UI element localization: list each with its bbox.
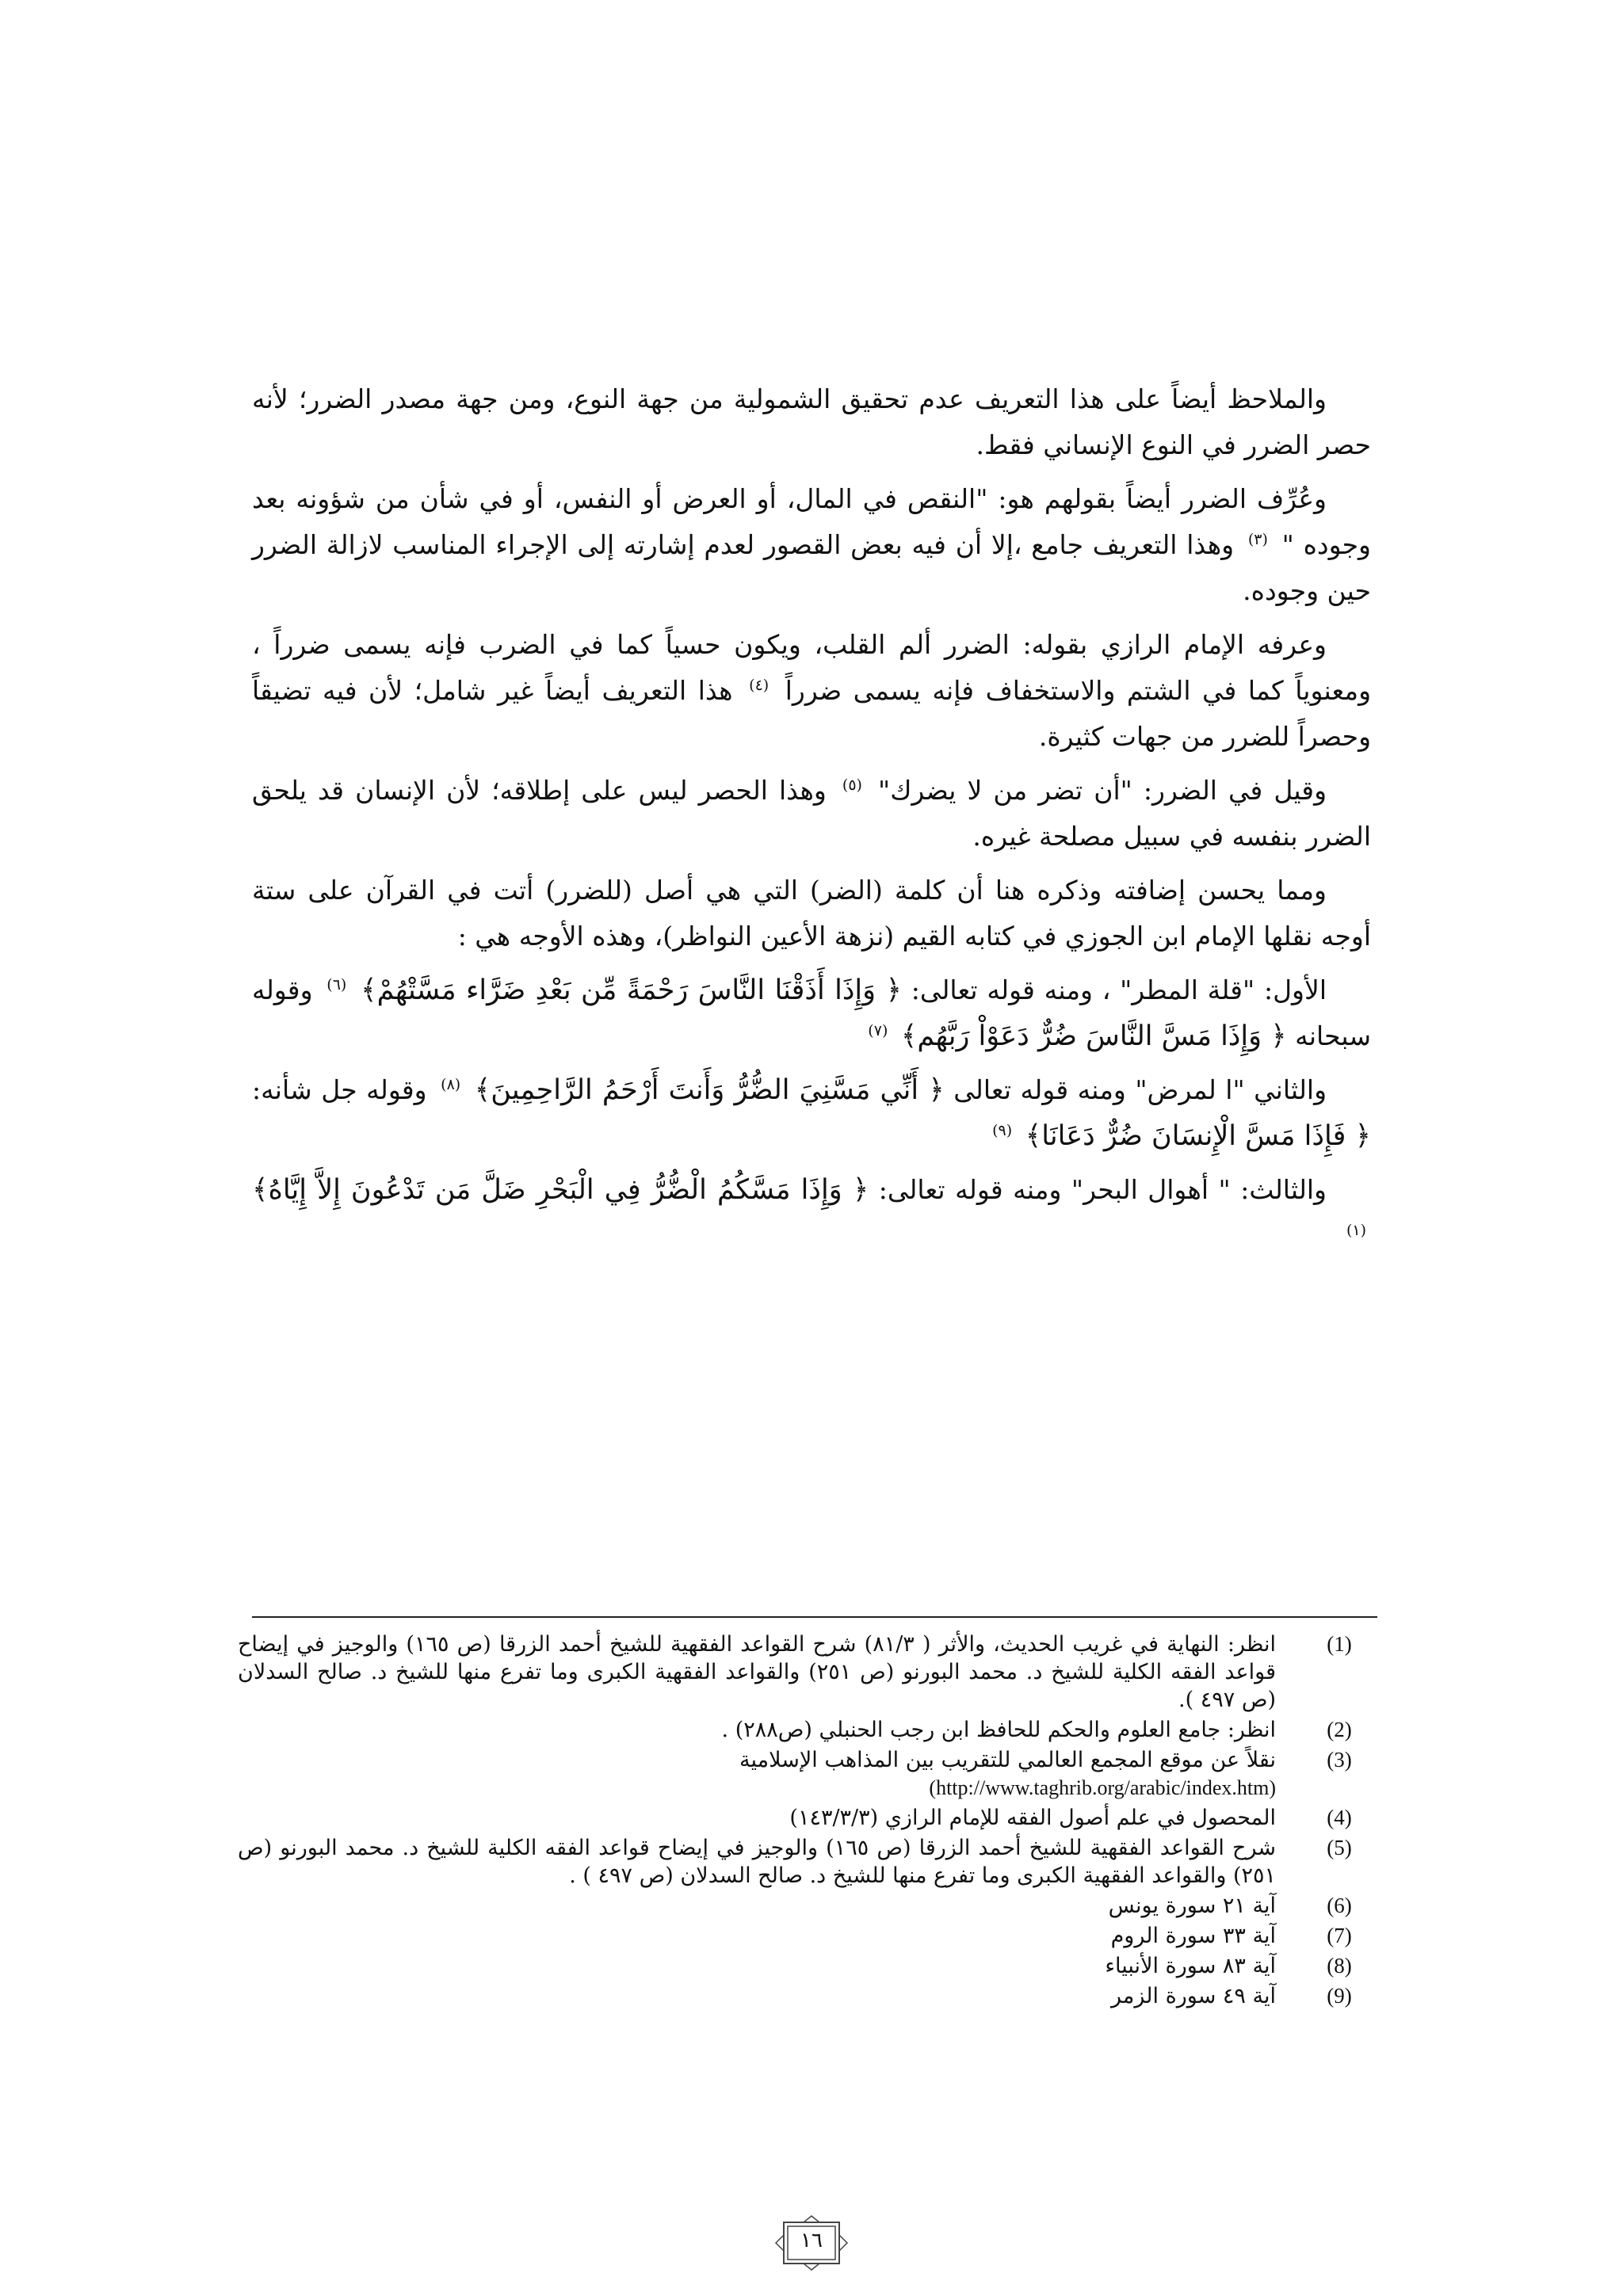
footnote-item <box>238 1892 1379 1920</box>
paragraph-6-text-a: الأول: "قلة المطر" ، ومنه قوله تعالى: <box>911 974 1327 1005</box>
footnote-item <box>238 1952 1379 1980</box>
footnote-text: آية ٢١ سورة يونس <box>1108 1894 1276 1918</box>
footnote-number: (8) <box>1327 1954 1352 1978</box>
paragraph-4-text-b: وهذا الحصر ليس على إطلاقه؛ لأن الإنسان قد يلحق الضرر بنفسه في سبيل مصلحة غيره. <box>252 775 1371 852</box>
paragraph-3 <box>252 622 1371 760</box>
footnote-number: (4) <box>1327 1806 1352 1829</box>
paragraph-8 <box>252 1167 1371 1259</box>
footnote-text: شرح القواعد الفقهية للشيخ أحمد الزرقا (ص ١٦٥) والوجيز في إيضاح قواعد الفقه الكلية للشيخ د. محمد البورنو (ص ٢٥١) والقواعد الفقهية الكبرى وما تفرع منها للشيخ د. صالح السدلان (ص ٤٩٧ ) . <box>238 1836 1276 1888</box>
footnote-url-link[interactable]: (http://www.taghrib.org/arabic/index.htm) <box>929 1776 1276 1799</box>
footnote-number: (7) <box>1327 1924 1352 1947</box>
footnote-ref-8[interactable]: (٨) <box>441 1076 461 1093</box>
footnote-item <box>238 1630 1379 1714</box>
paragraph-7-text-b: وقوله جل شأنه: <box>252 1074 427 1105</box>
paragraph-1-text: والملاحظ أيضاً على هذا التعريف عدم تحقيق الشمولية من جهة النوع، ومن جهة مصدر الضرر؛ لأنه حصر الضرر في النوع الإنساني فقط. <box>252 383 1371 460</box>
paragraph-8-text-a: والثالث: " أهوال البحر" ومنه قوله تعالى: <box>878 1174 1327 1205</box>
paragraph-2-text-b: وهذا التعريف جامع ،إلا أن فيه بعض القصور لعدم إشارته إلى الإجراء المناسب لازالة الضرر حين وجوده. <box>252 529 1371 606</box>
footnote-item <box>238 1716 1379 1744</box>
paragraph-5-text: ومما يحسن إضافته وذكره هنا أن كلمة (الضر) التي هي أصل (للضرر) أتت في القرآن على ستة أوجه نقلها الإمام ابن الجوزي في كتابه القيم (نزهة الأعين النواظر)، وهذه الأوجه هي : <box>252 875 1371 952</box>
page-number: ١٦ <box>800 2229 823 2252</box>
footnote-text: انظر: النهاية في غريب الحديث، والأثر ( ٨١/٣) شرح القواعد الفقهية للشيخ أحمد الزرقا (ص ١٦٥) والوجيز في إيضاح قواعد الفقه الكلية للشيخ د. محمد البورنو (ص ٢٥١) والقواعد الفقهية الكبرى وما تفرع منها للشيخ د. صالح السدلان (ص ٤٩٧ ). <box>238 1632 1277 1712</box>
quran-verse-isra: ﴿ وَإِذَا مَسَّكُمُ الْضُّرُّ فِي الْبَحْرِ ضَلَّ مَن تَدْعُونَ إِلاَّ إِيَّاهُ﴾ <box>252 1174 869 1206</box>
paragraph-7-text-a: والثاني "ا لمرض" ومنه قوله تعالى <box>953 1074 1327 1105</box>
footnote-number: (6) <box>1327 1894 1352 1917</box>
footnote-text: المحصول في علم أصول الفقه للإمام الرازي (١٤٣/٣/٣) <box>789 1806 1276 1830</box>
footnote-text: نقلاً عن موقع المجمع العالمي للتقريب بين المذاهب الإسلامية <box>739 1748 1276 1772</box>
footnote-text: آية ٨٣ سورة الأنبياء <box>1105 1954 1276 1978</box>
quran-verse-zumar-49: ﴿ فَإِذَا مَسَّ الْإِنسَانَ ضُرٌّ دَعَانَا﴾ <box>1025 1120 1371 1152</box>
footnote-ref-3[interactable]: (٣) <box>1247 531 1268 548</box>
paragraph-6 <box>252 967 1371 1059</box>
footnote-ref-7[interactable]: (٧) <box>868 1022 888 1039</box>
footnote-ref-5[interactable]: (٥) <box>842 776 862 794</box>
footnote-number: (9) <box>1327 1984 1352 2008</box>
paragraph-6-text-b: وقوله سبحانه <box>252 974 1371 1051</box>
footnotes <box>238 1630 1379 2012</box>
footnote-ref-1-next[interactable]: (١) <box>1346 1222 1366 1239</box>
footnote-item <box>238 1834 1379 1890</box>
footnote-text: انظر: جامع العلوم والحكم للحافظ ابن رجب الحنبلي (ص٢٨٨) . <box>721 1718 1276 1742</box>
footnote-number: (2) <box>1327 1718 1352 1741</box>
paragraph-7 <box>252 1067 1371 1159</box>
paragraph-3-text-b: هذا التعريف أيضاً غير شامل؛ لأن فيه تضيقاً وحصراً للضرر من جهات كثيرة. <box>252 675 1371 752</box>
footnote-ref-6[interactable]: (٦) <box>327 976 347 994</box>
paragraph-2 <box>252 476 1371 614</box>
footnote-number: (5) <box>1327 1836 1352 1859</box>
footnote-number: (1) <box>1327 1632 1352 1656</box>
footnote-item <box>238 1982 1379 2010</box>
footnote-ref-4[interactable]: (٤) <box>749 677 769 694</box>
paragraph-4-text-a: وقيل في الضرر: "أن تضر من لا يضرك" <box>878 775 1327 806</box>
main-text <box>252 376 1371 1267</box>
paragraph-2-text-a: وعُرِّف الضرر أيضاً بقولهم هو: "النقص في المال، أو العرض أو النفس، أو في شأن من شؤونه بعد وجوده " <box>252 483 1371 560</box>
footnote-item <box>238 1922 1379 1950</box>
paragraph-5 <box>252 868 1371 959</box>
footnote-item <box>238 1804 1379 1832</box>
quran-verse-rum-33: ﴿ وَإِذَا مَسَّ النَّاسَ ضُرٌّ دَعَوْاْ رَبَّهُم﴾ <box>900 1020 1287 1052</box>
footnote-text-block <box>238 1746 1300 1802</box>
footnote-item <box>238 1746 1379 1802</box>
footnote-separator <box>252 1616 1377 1618</box>
footnote-ref-9[interactable]: (٩) <box>992 1122 1013 1139</box>
quran-verse-anbiya-83: ﴿ أَنِّي مَسَّنِيَ الضُّرُّ وَأَنتَ أَرْحَمُ الرَّاحِمِينَ﴾ <box>474 1074 945 1106</box>
quran-verse-yunus-21: ﴿ وَإِذَا أَذَقْنَا النَّاسَ رَحْمَةً مِّن بَعْدِ ضَرَّاء مَسَّتْهُمْ﴾ <box>361 974 902 1006</box>
footnote-number: (3) <box>1327 1748 1352 1772</box>
paragraph-3-text-a: وعرفه الإمام الرازي بقوله: الضرر ألم القلب، ويكون حسياً كما في الضرب فإنه يسمى ضرراً ، ومعنوياً كما في الشتم والاستخفاف فإنه يسمى ضرراً <box>252 629 1372 706</box>
footnote-text: آية ٤٩ سورة الزمر <box>1111 1984 1276 2008</box>
footnote-text: آية ٣٣ سورة الروم <box>1110 1924 1276 1948</box>
paragraph-4 <box>252 768 1371 860</box>
paragraph-1 <box>252 376 1371 468</box>
